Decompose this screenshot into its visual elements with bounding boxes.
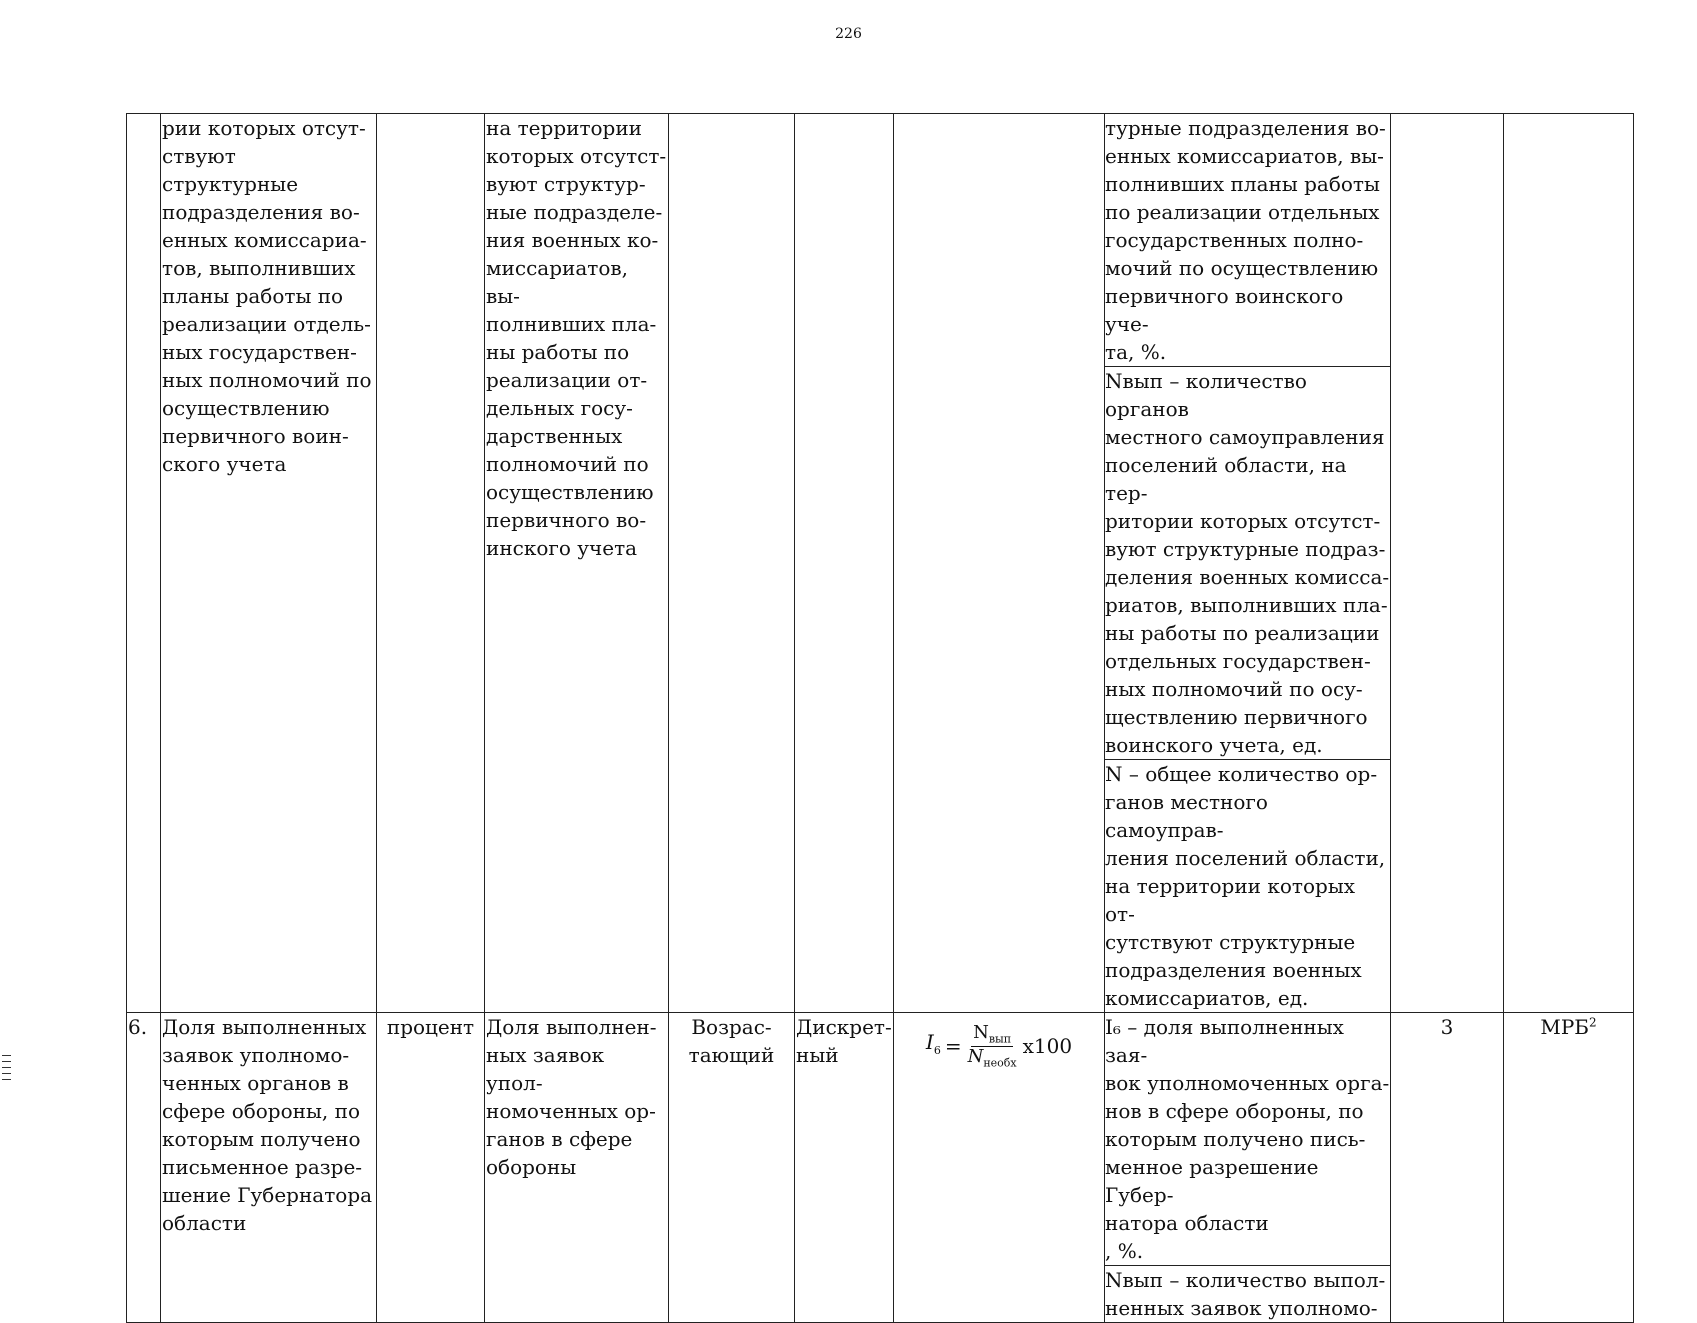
- cell-variables: [1105, 1013, 1391, 1323]
- page-number: 226: [835, 26, 862, 42]
- formula: [926, 1023, 1072, 1069]
- cell-indicator-name: [161, 114, 377, 1013]
- cell-unit: [377, 114, 485, 1013]
- source-footnote-mark: 2: [1589, 1015, 1597, 1030]
- indicator-name-text: рии которых отсут- ствуют структурные подразделения во- енных комиссариа- тов, выполнивших планы работы по реализации отдель- ных государствен- ных полномочий по осуществлению первичного воин- ского учета: [162, 116, 372, 476]
- cell-definition: [485, 1013, 669, 1323]
- formula-denominator: $N_{необх}$: [967, 1045, 1017, 1070]
- cell-source: [1504, 1013, 1634, 1323]
- type-text: Дискрет- ный: [796, 1015, 892, 1067]
- variable-description: Nвып – количество выпол- ненных заявок уполномо-: [1105, 1268, 1386, 1320]
- cell-value: 3: [1391, 1013, 1504, 1323]
- formula-fraction: [966, 1023, 1019, 1069]
- variable-description: N – общее количество ор- ганов местного самоуправ- ления поселений области, на территории которых от- сутствуют структурные подразделения военных комиссариатов, ед.: [1105, 762, 1386, 1010]
- variable-description: I₆ – доля выполненных зая- вок уполномоченных орга- нов в сфере обороны, по которым получено пись- менное разрешение Губер- натора области , %.: [1105, 1013, 1391, 1266]
- variable-description: Nвып – количество органов местного самоуправления поселений области, на тер- ритории которых отсутст- вуют структурные подраз- деления военных комисса- риатов, выполнивших пла- ны работы по реализации отдельных государствен- ных полномочий по осу- ществлению первичного воинского учета, ед.: [1105, 367, 1391, 760]
- variable-description: турные подразделения во- енных комиссариатов, вы- полнивших планы работы по реализации отдельных государственных полно- мочий по осуществлению первичного воинского уче- та, %.: [1105, 114, 1391, 367]
- cell-definition: [485, 114, 669, 1013]
- formula-multiplier: х100: [1022, 1034, 1073, 1059]
- cell-number: [127, 114, 161, 1013]
- cell-type: [795, 114, 894, 1013]
- cell-source: [1504, 114, 1634, 1013]
- cell-trend: [669, 114, 795, 1013]
- definition-text: на территории которых отсутст- вуют структур- ные подразделе- ния военных ко- миссариатов, вы- полнивших пла- ны работы по реализации от- дельных госу- дарственных полномочий по осуществлению первичного во- инского учета: [486, 116, 667, 560]
- definition-text: Доля выполнен- ных заявок упол- номоченных ор- ганов в сфере обороны: [486, 1015, 657, 1179]
- trend-text: Возрас- тающий: [688, 1015, 775, 1067]
- cell-formula: [894, 1013, 1105, 1323]
- formula-equals: =: [944, 1034, 962, 1059]
- cell-variables: [1105, 114, 1391, 1013]
- table-row-continuation: [127, 114, 1634, 1013]
- source-text: МРБ: [1540, 1015, 1589, 1039]
- cell-unit: процент: [377, 1013, 485, 1323]
- formula-lhs: $I_6$: [925, 1029, 941, 1057]
- indicator-table: [126, 113, 1634, 1323]
- cell-trend: [669, 1013, 795, 1323]
- cell-value: [1391, 114, 1504, 1013]
- cell-indicator-name: [161, 1013, 377, 1323]
- table-row-6: [127, 1013, 1634, 1323]
- indicator-name-text: Доля выполненных заявок уполномо- ченных органов в сфере обороны, по которым получено письменное разре- шение Губернатора области: [162, 1015, 373, 1235]
- cell-number: 6.: [127, 1013, 161, 1323]
- binding-edge-marks: [2, 1055, 11, 1095]
- cell-formula: [894, 114, 1105, 1013]
- formula-numerator: $N_{вып}$: [973, 1022, 1012, 1046]
- cell-type: [795, 1013, 894, 1323]
